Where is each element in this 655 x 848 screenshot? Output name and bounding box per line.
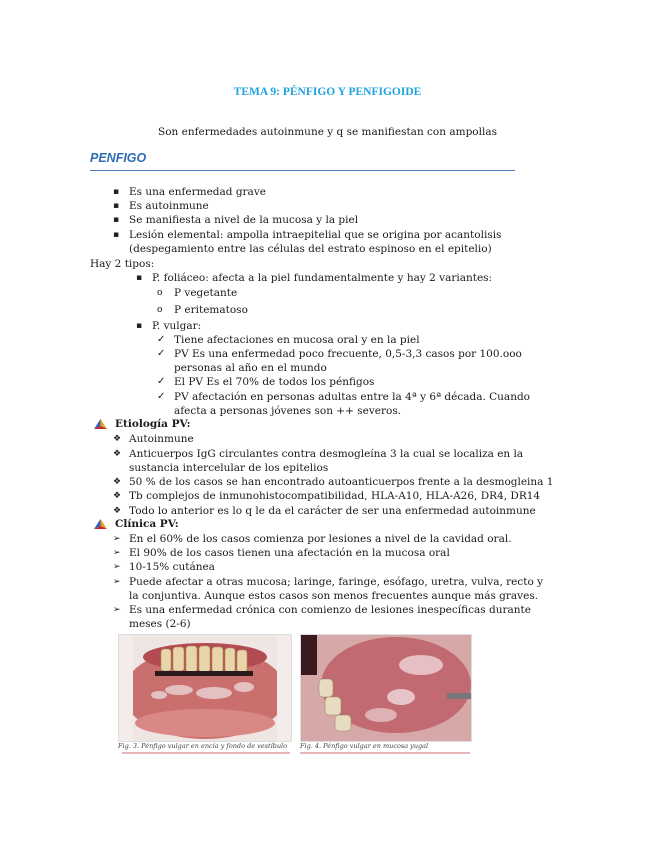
circle-bullet-icon: o — [157, 288, 163, 298]
photo-border-strip — [300, 752, 470, 754]
type-foliaceo: P. foliáceo: afecta a la piel fundamentalmente y hay 2 variantes: — [152, 272, 493, 284]
pyramid-bullet-icon — [94, 519, 107, 531]
arrow-bullet-icon: ➢ — [113, 548, 121, 558]
main-bullet-continuation: (despegamiento entre las células del estrato espinoso en el epitelio) — [129, 243, 492, 255]
section-heading: PENFIGO — [90, 151, 147, 165]
main-bullet: Lesión elemental: ampolla intraepitelial que se origina por acantolisis — [129, 229, 502, 241]
diamond-bullet-icon: ❖ — [113, 434, 122, 444]
foliaceo-variant: P eritematoso — [174, 304, 248, 316]
section-rule — [90, 170, 515, 171]
check-icon: ✓ — [157, 334, 166, 345]
clinica-item: En el 60% de los casos comienza por lesiones a nivel de la cavidad oral. — [129, 533, 512, 545]
main-bullet: Es autoinmune — [129, 200, 209, 212]
square-bullet-icon: ▪ — [136, 321, 143, 331]
figure-caption: Fig. 4. Pénfigo vulgar en mucosa yugal — [300, 742, 429, 750]
square-bullet-icon: ▪ — [136, 273, 143, 283]
vulgar-item-continuation: personas al año en el mundo — [174, 362, 327, 374]
arrow-bullet-icon: ➢ — [113, 577, 121, 587]
square-bullet-icon: ▪ — [113, 201, 120, 211]
foliaceo-variant: P vegetante — [174, 287, 238, 299]
clinica-item: 10-15% cutánea — [129, 561, 215, 573]
diamond-bullet-icon: ❖ — [113, 449, 122, 459]
vulgar-item: Tiene afectaciones en mucosa oral y en la piel — [174, 334, 420, 346]
diamond-bullet-icon: ❖ — [113, 491, 122, 501]
intro-text: Son enfermedades autoinmune y q se manifiestan con ampollas — [158, 126, 497, 138]
figure-caption: Fig. 3. Pénfigo vulgar en encía y fondo de vestíbulo — [118, 742, 288, 750]
square-bullet-icon: ▪ — [113, 215, 120, 225]
arrow-bullet-icon: ➢ — [113, 605, 121, 615]
etiologia-item: 50 % de los casos se han encontrado autoanticuerpos frente a la desmogleina 1 — [129, 476, 554, 488]
etiologia-item: Tb complejos de inmunohistocompatibilidad, HLA-A10, HLA-A26, DR4, DR14 — [129, 490, 541, 502]
circle-bullet-icon: o — [157, 305, 163, 315]
diamond-bullet-icon: ❖ — [113, 477, 122, 487]
diamond-bullet-icon: ❖ — [113, 506, 122, 516]
clinica-item: Puede afectar a otras mucosa; laringe, faringe, esófago, uretra, vulva, recto y — [129, 576, 544, 588]
clinica-item-continuation: la conjuntiva. Aunque estos casos son menos frecuentes aunque más graves. — [129, 590, 539, 602]
vulgar-item: PV afectación en personas adultas entre la 4ª y 6ª década. Cuando — [174, 391, 531, 403]
etiologia-item-continuation: sustancia intercelular de los epitelios — [129, 462, 329, 474]
vulgar-item: El PV Es el 70% de todos los pénfigos — [174, 376, 375, 388]
square-bullet-icon: ▪ — [113, 187, 120, 197]
square-bullet-icon: ▪ — [113, 230, 120, 240]
main-bullet: Es una enfermedad grave — [129, 186, 266, 198]
etiologia-item: Autoinmune — [129, 433, 194, 445]
vulgar-item-continuation: afecta a personas jóvenes son ++ severos. — [174, 405, 402, 417]
clinica-item-continuation: meses (2-6) — [129, 618, 191, 630]
arrow-bullet-icon: ➢ — [113, 534, 121, 544]
etiologia-item: Todo lo anterior es lo q le da el carácter de ser una enfermedad autoinmune — [129, 505, 536, 517]
clinica-item: El 90% de los casos tienen una afectación en la mucosa oral — [129, 547, 450, 559]
clinica-heading: Clínica PV: — [115, 518, 179, 530]
types-intro: Hay 2 tipos: — [90, 258, 155, 270]
photo-border-strip — [122, 752, 290, 754]
pyramid-bullet-icon — [94, 419, 107, 431]
check-icon: ✓ — [157, 348, 166, 359]
main-bullet: Se manifiesta a nivel de la mucosa y la piel — [129, 214, 359, 226]
clinical-photo-gingiva — [118, 634, 292, 742]
check-icon: ✓ — [157, 376, 166, 387]
clinical-photo-yugal — [300, 634, 472, 742]
check-icon: ✓ — [157, 391, 166, 402]
document-title: TEMA 9: PÉNFIGO Y PENFIGOIDE — [233, 86, 422, 98]
vulgar-item: PV Es una enfermedad poco frecuente, 0,5-3,3 casos por 100.ooo — [174, 348, 522, 360]
arrow-bullet-icon: ➢ — [113, 562, 121, 572]
type-vulgar: P. vulgar: — [152, 320, 202, 332]
etiologia-heading: Etiología PV: — [115, 418, 191, 430]
etiologia-item: Anticuerpos IgG circulantes contra desmogleína 3 la cual se localiza en la — [129, 448, 524, 460]
clinica-item: Es una enfermedad crónica con comienzo de lesiones inespecíficas durante — [129, 604, 531, 616]
